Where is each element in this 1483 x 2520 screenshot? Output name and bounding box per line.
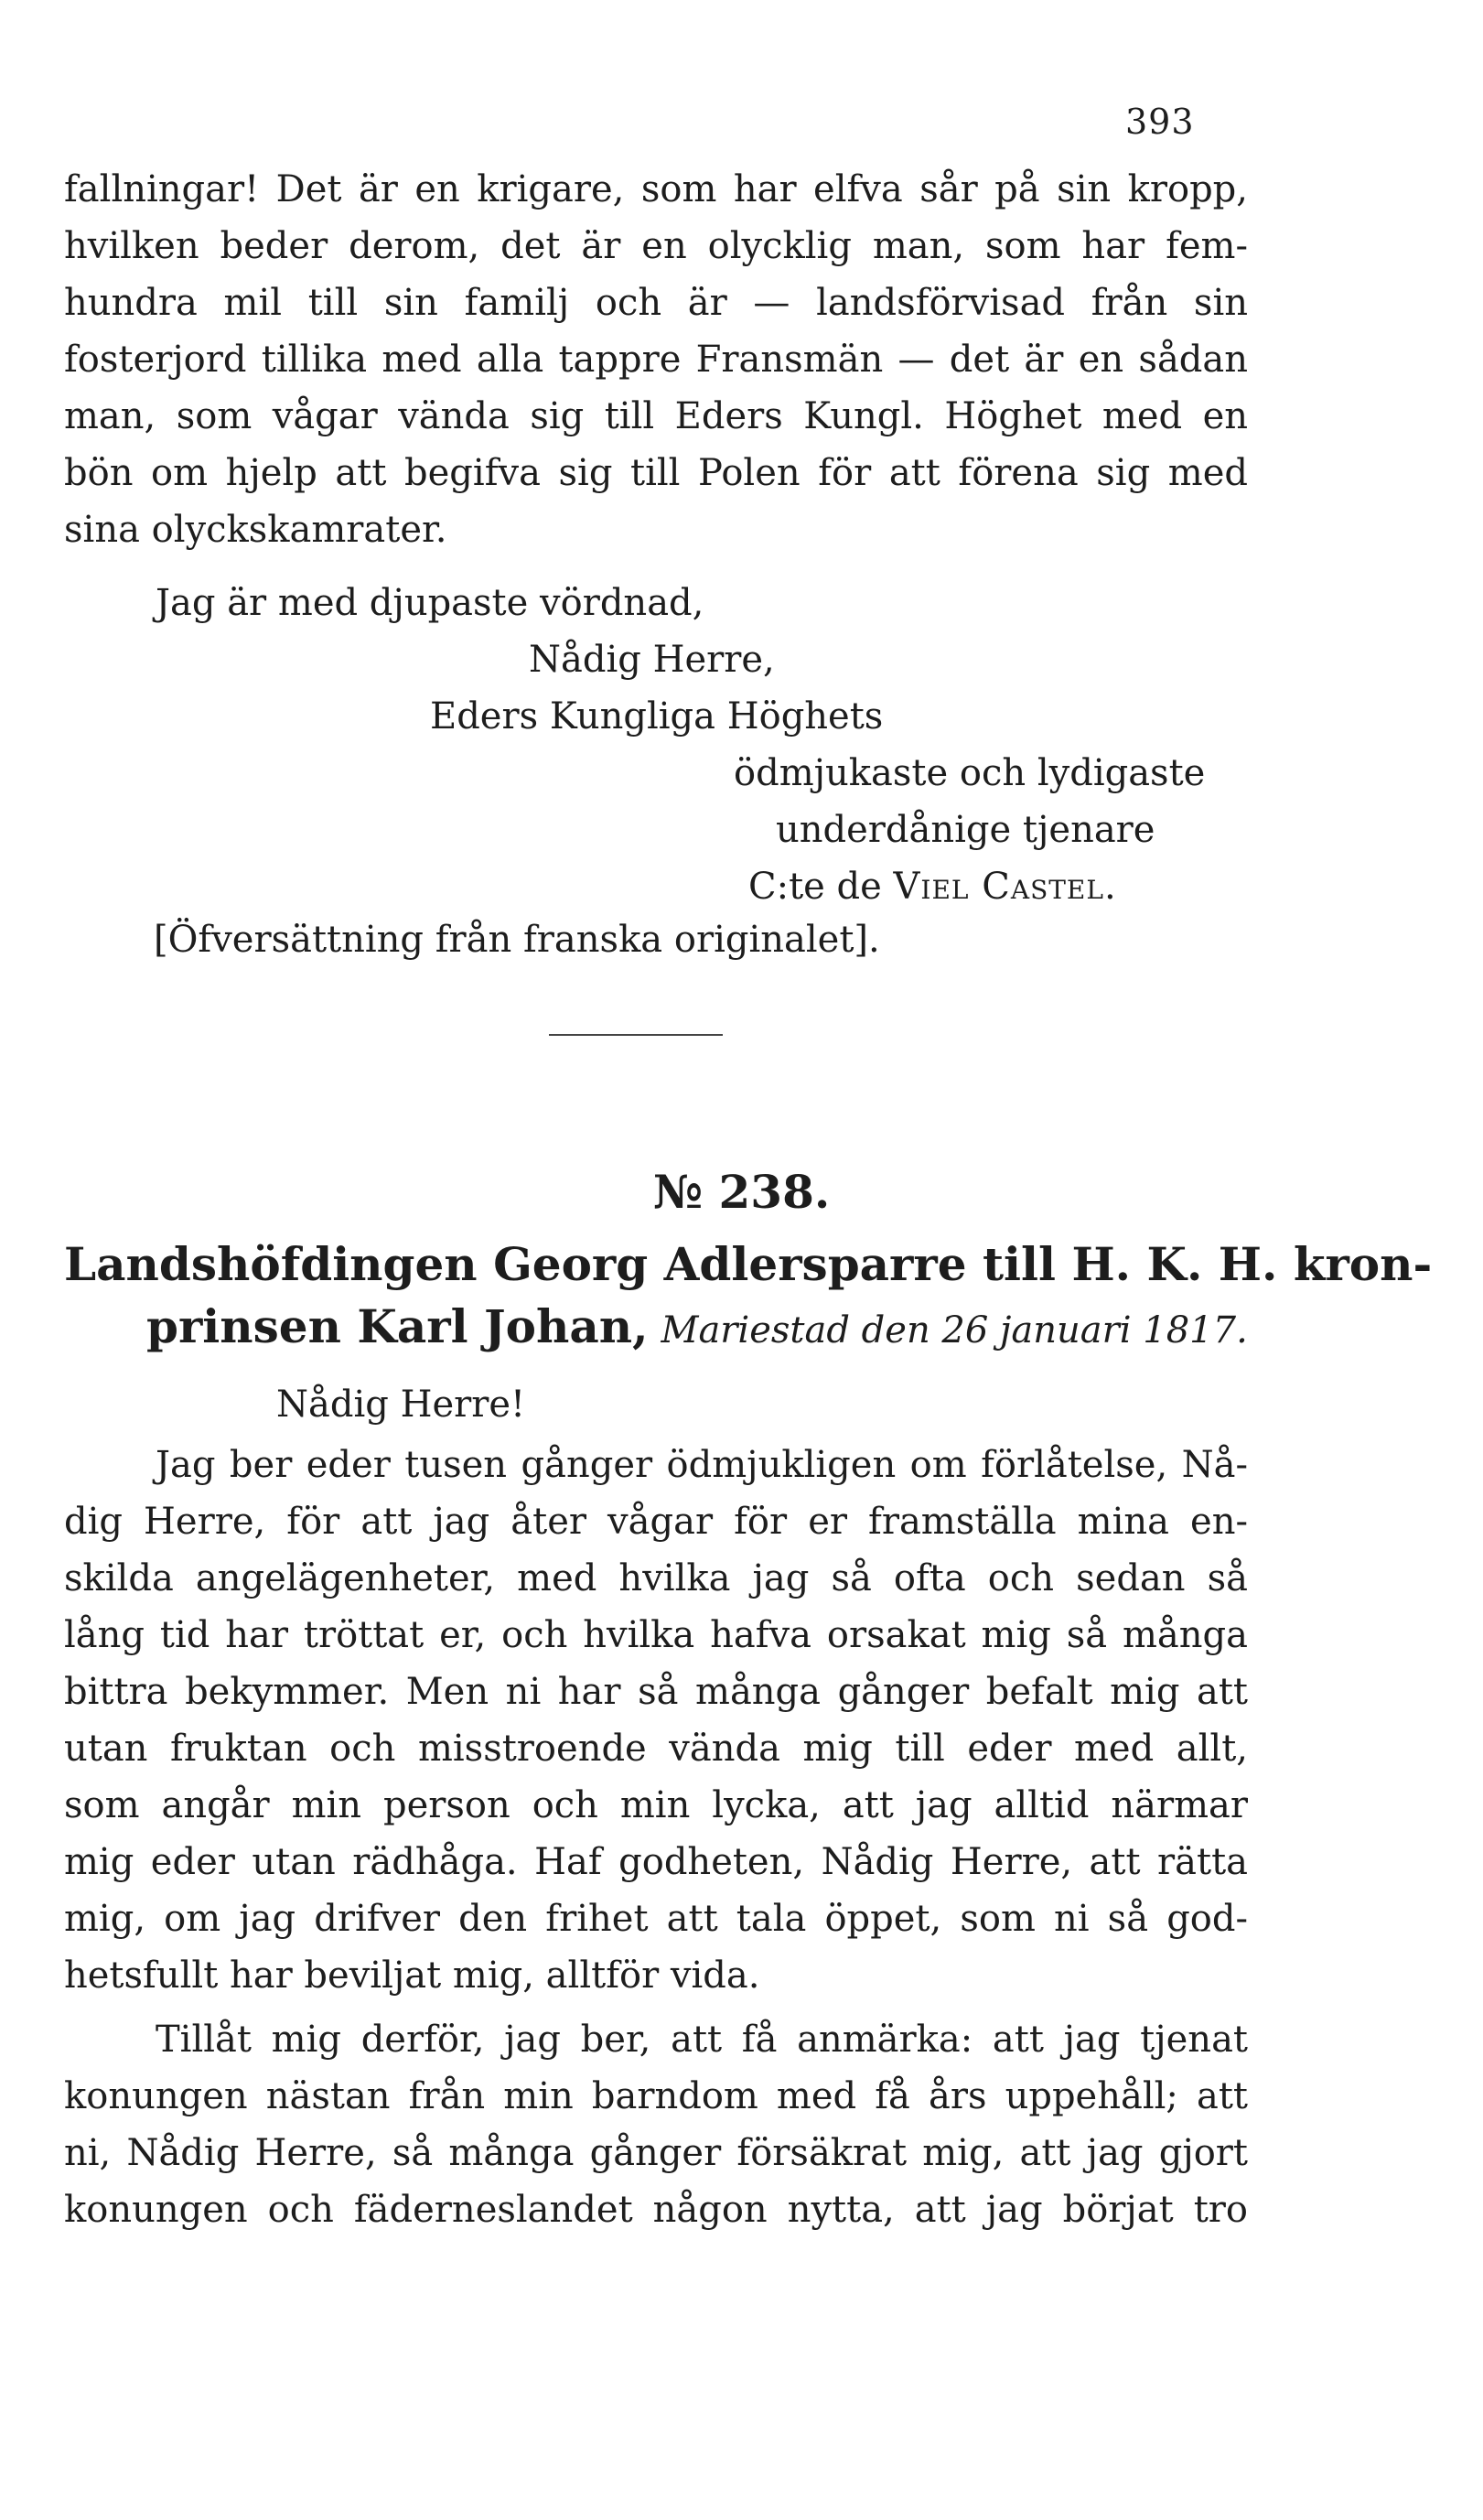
text-line: lång tid har tröttat er, och hvilka hafva orsakat mig så många [64,1614,1248,1656]
text-line: dig Herre, för att jag åter vågar för er framställa mina en- [64,1501,1248,1543]
closing-line: underdånige tjenare [776,809,1155,851]
text-line: skilda angelägenheter, med hvilka jag så ofta och sedan så [64,1557,1248,1599]
signature-name: Viel Castel. [893,866,1117,908]
signature-prefix: C:te de [748,866,882,908]
letter-heading-line [146,1294,1248,1360]
text-line: hvilken beder derom, det är en olycklig man, som har fem- [64,225,1248,267]
text-line: fallningar! Det är en krigare, som har elfva sår på sin kropp, [64,168,1248,210]
heading-place-date: Mariestad den 26 januari 1817. [661,1309,1248,1352]
text-line: som angår min person och min lycka, att jag alltid närmar [64,1784,1248,1826]
text-line: Tillåt mig derför, jag ber, att få anmärka: att jag tjenat [156,2019,1248,2061]
closing-line: Nådig Herre, [529,639,775,681]
text-line: bön om hjelp att begifva sig till Polen för att förena sig med [64,452,1248,494]
text-line: ni, Nådig Herre, så många gånger försäkrat mig, att jag gjort [64,2132,1248,2174]
text-line: fosterjord tillika med alla tappre Fransmän — det är en sådan [64,339,1248,381]
signature [748,858,1117,915]
translation-note: [Öfversättning från franska originalet]. [154,919,880,961]
text-line: bittra bekymmer. Men ni har så många gånger befalt mig att [64,1671,1248,1713]
letter-heading-line: Landshöfdingen Georg Adlersparre till H. K. H. kron- [64,1237,1433,1291]
salutation: Nådig Herre! [276,1384,526,1426]
text-line: man, som vågar vända sig till Eders Kungl. Höghet med en [64,395,1248,437]
text-line: Jag ber eder tusen gånger ödmjukligen om förlåtelse, Nå- [156,1444,1248,1486]
text-line: konungen nästan från min barndom med få års uppehåll; att [64,2075,1248,2117]
page-number: 393 [1125,102,1195,142]
section-divider [549,1034,723,1036]
closing-line: ödmjukaste och lydigaste [734,752,1206,794]
text-line: utan fruktan och misstroende vända mig till eder med allt, [64,1728,1248,1770]
text-line: hetsfullt har beviljat mig, alltför vida. [64,1955,760,1997]
text-line: mig, om jag drifver den frihet att tala öppet, som ni så god- [64,1898,1248,1940]
document-number: № 238. [652,1165,831,1219]
text-line: konungen och fäderneslandet någon nytta, att jag börjat tro [64,2189,1248,2231]
closing-line: Eders Kungliga Höghets [430,695,884,738]
text-line: hundra mil till sin familj och är — landsförvisad från sin [64,282,1248,324]
text-line: sina olyckskamrater. [64,509,447,551]
closing-line: Jag är med djupaste vördnad, [156,582,704,624]
text-line: mig eder utan rädhåga. Haf godheten, Nådig Herre, att rätta [64,1841,1248,1883]
heading-recipient: prinsen Karl Johan, [146,1299,649,1353]
